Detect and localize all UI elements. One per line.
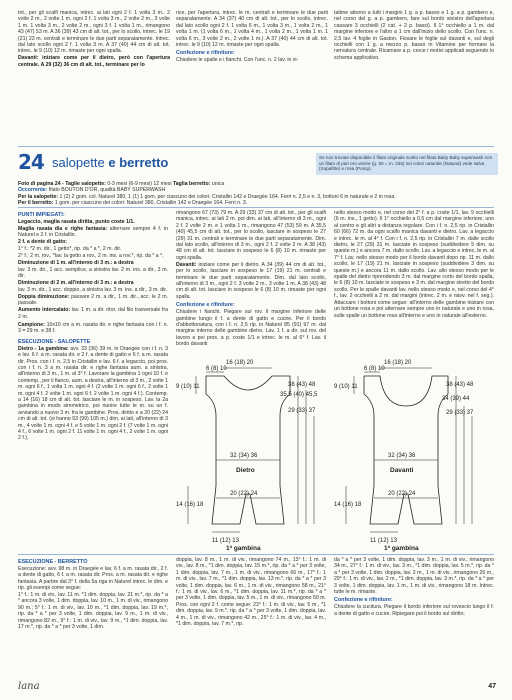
hat-column-2 [176, 557, 326, 675]
info-hat-label: Per il berretto: [18, 199, 55, 206]
dec-2: lav. 3 m. dir., 1 acc. doppio, a sinistra lav. 3 m. ins. a dir., 3 m. dir. [18, 286, 168, 293]
top-column-3 [334, 10, 494, 144]
middle-column [176, 210, 326, 348]
back-m10: 11 (12) 13 [212, 538, 239, 544]
back-m8: 20 (22) 24 [230, 491, 258, 497]
salopette-heading: ESECUZIONE - SALOPETTE [18, 338, 91, 345]
stitch-2-label: Maglia rasata dia e righe fantasia: [18, 225, 110, 232]
inc-label: Aumento intercalato: [18, 307, 72, 314]
hat-finishing-heading: Confezione e rifiniture: [334, 597, 393, 604]
hat-divider [18, 554, 494, 555]
pattern-title [52, 155, 168, 170]
dec-3: passare 2 m. a dir., 1 m. dir., acc. le 2 m. passate. [18, 293, 168, 307]
pattern-number: 24 [18, 150, 44, 174]
top-col3-text: tatime attorno a tutti i margini 1 g. a p. basso e 1 g. a p. gambero e, nel corso del g. a p. gambero, fare sul bordo sinistro dell'apertura causare 3 occhielli (2 cat. + 2 p. bassi). Il 1° occhiello a 1 m. dal margine inferiore e l'altro a 1 cm dall'inizio dello scollo. Con l'unc. n. 2,5 lav. 4 foglie in Gaston. Fissare le foglie sul davanti e, sul degli occhielli con 1 g. a mezzo p. basso in Vitamine per formare la nervatura centrale. Ricamare a p. croce i motivi applicati seguendo lo schema applicativo. [334, 10, 494, 61]
stitches-heading: PUNTI IMPIEGATI: [18, 212, 65, 218]
front-name: Davanti [390, 467, 414, 474]
top-col1-text-b: Davanti: iniziare come per il dietro, però con l'apertura centrale. A 29 (32) 36 cm di alt. tot., terminare per lo [18, 55, 170, 68]
front-m4: 38 (43) 48 [446, 382, 474, 388]
front-m9: 14 (16) 18 [334, 502, 362, 508]
back-m2: 6 (8) 10 [206, 366, 227, 372]
back-outline [206, 376, 290, 524]
top-col2-text: rice, per l'apertura, intrec. le m. centrali e terminare le due parti separatamente. A 34 (37) 40 cm di alt. tot., per lo scollo, intrec. dal lato scollo ogni 2 f. 1 volta 6 m., 1 volta 3 m., 1 volta 2 m., 1 volta 1 m. (1 volta 6 m., 1 volta 4 m., 1 volta 2 m., 1 volta 1 m. 1 volta 6 m., 3 volte 2 m., 2 volte 1 m.). A 37 (40) 44 cm di alt. tot. intrec. le 9 (10) 12 m. rimaste per ogni spalla. [176, 10, 328, 49]
top-col2-text-b: Chiudere le spalle e i fianchi. Con l'unc. n. 2 lav. in vi- [176, 57, 299, 64]
page-number: 47 [488, 683, 496, 690]
info-photo-label: Foto di pagina 24 - Taglie salopette: [18, 181, 108, 187]
front-m2: 6 (8) 10 [364, 366, 385, 372]
front-caption: 1ª gambina [384, 545, 419, 552]
stitch-3-label: 2 f. a dente di gatto: [18, 239, 67, 246]
top-column-2 [176, 10, 328, 144]
front-m6: 29 (33) 37 [446, 410, 474, 416]
dec-1: lav. 3 m. dir., 1 acc. semplice, a sinistra lav. 2 m. ins. a dir., 3 m. dir. [18, 266, 168, 280]
back-m5: 35,5 (40) 45,5 [280, 392, 318, 398]
info-hat: 1 gom. per ciascuno dei colori: Naturel 380, Cristallin 142 e Draegée 164. Ferri n. 3. [54, 199, 248, 206]
back-leg: avv. 33 (36) 39 m. in Draegée con i f. n. 3 e lav. 6 f. a m. rasata dir. e 2 f. a dente di gatto e 6 f. a m. rasata dir. Pros. con i f. n. 2,5 in Cristallin e lav. 6 f. a legaccio, poi pros. con i f. n. 3 a m. rasata dir. e righe fantasia aum. a sinistra, all'interno di 3 m., 1 m. al 3° f. Lavorare la gambina 1 ogni 10 f. e contemp., per il fianco, aum. a destra, all'interno di 3 m., 2 volte 1 m. ogni 6 f., 1 volta 1 m. ogni 4 f. (2 volte 1 m. ogni 6 f., 2 volte 1 m. ogni 4 f. 2 volte 1 m. ogni 6 f. 2 volte 1 m. ogni 4 f.). Contemp. a 14 (16) 18 cm di alt. tot. lasciare le m. in sospeso. Lav. la 2a gambina in modo simmetrico, poi riunire tutte le m. su un f. avviando a nuovo 3 m. fra le gambine. Pros. diritto e a 20 (22) 24 cm di alt. tot. (si hanno 93 (99) 105 m.) dim. ai lati, all'interno di 3 m., 4 volte 1 m. ogni 4 f. e 5 volte 1 m. ogni 2 f. (7 volte 1 m. ogni 4 f., 6 volte 1 m. ogni 2 f. 11 volte 1 m. ogni 4 f., 2 volte 1 m. ogni 2 f.), [18, 345, 168, 442]
front-label: Davanti: [176, 261, 199, 268]
stitch-1: Legaccio, maglia rasata diritta, punto coste 1/1. [18, 218, 135, 225]
info-hat-size-label: Taglia berretto: [173, 181, 212, 187]
info-divider [18, 207, 494, 208]
back-leg-label: Dietro - 1a gambina: [18, 345, 71, 352]
hat-text-2: doppia, lav. 8 m., 1 m. di viv., rimangono 74 m., 13° f.: 1 m. di viv., lav. 8 m., *1 dim. doppia, lav. 15 m.*, rip. da * a * per 3 volte, 1 dim. doppia, lav. 7 m., 1 m. di viv., rimangono 66 m., 17° f.: 1 m. di viv., lav. 7 m., *1 dim. doppia, lav. 13 m.*, rip. da * a * per 3 volte, 1 dim. doppia, lav. 6 m., 1 m. di viv., rimangono 58 m., 21° f.: 1 m. di viv., lav. 6 m., *1 dim. doppia, lav. 11 m.*, rip. da * a * per 3 volte, 1 dim. doppia, lav. 5 m., 1 m. di viv., rimangono 50 m. Pros. con ogni 2 f. come segue: 23° f.: 1 m. di viv., lav. 5 m., *1 dim. doppia, lav. 9 m.*, rip. da * a * per 3 volte, 1 dim. doppia, lav. 4 m., 1 m. di viv., rimangono 42 m., 25° f.: 1 m. di viv., lav. 4 m., *1 dim. doppia, lav. 7 m.*, rip. [176, 557, 326, 628]
info-salopette-label: Per la salopette: [18, 193, 60, 200]
front-m7: 32 (34) 36 [388, 453, 416, 459]
front-m1: 16 (18) 20 [384, 360, 412, 366]
finishing-heading: Confezione e rifiniture: [176, 302, 235, 309]
pattern-title-a: salopette [52, 155, 109, 170]
yarn-note-box: Se non trovate disponibile il filato originale scelto nel filato Baby Baby superwash con un filato di pari oro venire (g. 50 = m. 235) nei colori naturale (Natural) vede salva (Sopafitte) e rosa (Pomp). [316, 153, 498, 175]
hat-finishing-text: Chiudere la cucitura. Piegare il bordo inferiore sul rovescio lungo il f. a dente di gatto e cucire. Ripiegare poi il bordo sul diritto. [334, 604, 494, 617]
gauge: 10x10 cm a m. rasata dir. e righe fantasia con i f. n. 3 = 29 m. e 38 f. [18, 322, 168, 335]
top-divider [18, 146, 494, 147]
right-column [334, 210, 494, 342]
stitch-2: alternare sempre 4 f. in Naturel e 2 f. in Cristallin. [18, 225, 168, 239]
magazine-logo: lana [18, 681, 40, 692]
back-m7: 32 (34) 36 [230, 453, 258, 459]
inc: lav. 1 m. a dir. ritor. dal filo trasversale fra 2 m. [18, 307, 168, 320]
info-materials: filato BOUTON D'OR, qualità BABY SUPERWASH [48, 187, 166, 194]
dec-2-label: Diminuzione di 2 m. all'interno di 3 m.: a destra [18, 280, 134, 287]
left-column [18, 210, 168, 552]
front-outline [364, 376, 448, 524]
right-text: nello stesso modo e, nel corso del 2° f. a p. coste 1/1, lav. 9 occhielli (6 m. ins., 1 getto). Il 1° occhiello a 0,5 cm dal margine inferiore, uno al centro e gli altri a distanza regolare. Con i f. n. 2,5 rip. in Cristallin 60 (66) 72 m. da ogni scalfo manica davanti e dietro. Lav. a legaccio e intrec. le m. al 4° f. Con i f. n. 2,5 rip. in Cristallin 7 m. dalle scollo dietro, le 27 (29) 31 m. lasciate in sospeso (suddividere 5 dim. su queste m.) e ancora 7 m. dallo scollo. Lav. a legaccio e intrec. le m. al 7° f. Lav. nello stesso modo per il bordo davanti dopo rip. 11 m. dallo scollo, le 17 (19) 21 m. lasciate in sospeso (suddividere 3 dim. su queste m.) e ancora 11 m. dallo scollo. Lav. allo stesso modo per le spalle del dietro riprendendo 3 m. dal margine corto del bordo spalla, le 6 (8) 10 m. lasciate in sospeso e 3 m. dal margine stretto del bordo scollo. Per le spalle davanti lav. nello stesso modo e, nel corso del 4° f., lav. 2 occhielli a 2 m. dal margini (intrec. 2 m. e riavv. nel f. seg.). Attaccare i bottoni come segue: all'interno delle gambine iniziare con un bottone rosa e poi alternare sempre uno in naturale e uno in rosa, sulle spalle un bottone rosa all'interno e uno in naturale all'esterno. [334, 210, 494, 319]
stitch-3-row1: 1° f.: *2 m. dir., 1 getto*, rip. da * a *, 2 m. dir. [18, 246, 122, 253]
front-m8: 20 (22) 24 [388, 491, 416, 497]
front-m3: 9 (10) 11 [334, 384, 358, 390]
diagram-back [176, 346, 326, 552]
hat-text-1: Esecuzione: avv. 98 m. in Draegée e lav. 6 f. a m. rasata dir., 2 f. a dente di gatto, 6 f. a m. rasata dir. Pros. a m. rasata dir. e righe fantasia. A partire dal 3° f. della 5a riga in Naturel intrec. le dim. e rip. gli esempi come segue: [18, 565, 168, 592]
dec-3-label: Doppia diminuzione: [18, 293, 72, 300]
diagram-front [334, 346, 494, 552]
hat-text-1b: 1° f.: 1 m. di viv., lav. 11 m. *1 dim. doppia, lav. 21 m.*, rip. da * a * ancora 3 volte, 1 dim. doppia, lav. 10 m., 1 m. di viv., rimangono 90 m.; 5° f.: 1 m. di viv., lav. 10 m., *1 dim. doppia, lav. 19 m.*, rip. da * a * per 3 volte, 1 dim. doppia, lav. 9 m., 1 m. di viv., rimangono 82 m., 9° f.: 1 m. di viv., lav. 9 m., *1 dim. doppia, lav. 17 m.*, rip. da * a * per 3 volte, 1 dim. [18, 592, 168, 631]
back-name: Dietro [236, 467, 255, 474]
front-text: iniziare come per il dietro. A 34 (39) 44 cm di alt. tot., per lo scollo, lasciare in sospeso le 17 (19) 21 m. centrali e terminare le due parti separatamente. Dim. dal lato scollo, all'interno di 3 m., ogni 2 f. 3 volte 2 m., 3 volte 1 m. A 38 (43) 48 cm di alt. tot. lasciare in sospeso le 6 (8) 10 m. rimaste per ogni spalla. [176, 261, 326, 300]
materials-info [18, 181, 494, 206]
top-column-1 [18, 10, 170, 144]
info-sizes: 0-3 mesi (6-9 mesi) 12 mesi [107, 181, 173, 187]
back-m1: 16 (18) 20 [226, 360, 254, 366]
gauge-label: Campione: [18, 322, 47, 328]
pattern-title-b: e berretto [108, 155, 169, 170]
info-materials-label: Occorrente: [18, 187, 49, 194]
back-m4: 38 (43) 48 [288, 382, 316, 388]
info-salopette: 1 (2) 2 gom. col. Naturel 380, 1 (1) 1 gom. per ciascuno dei colori: Cristallin 142 e Draegée 164. Ferri n. 2,5 e n. 3, bottoni 6 in naturale e 2 in rosa. [59, 193, 396, 200]
stitch-3-row2: 2° f.: 2 m. rov., *lav. la getto a rov., 2 m. ins. a rov.*, rip. da * a *. [18, 252, 164, 259]
info-hat-size: unica [211, 181, 225, 187]
hat-heading: ESECUZIONE - BERRETTO [18, 559, 88, 565]
dec-1-label: Diminuzione di 1 m. all'interno di 3 m.: a destra [18, 259, 134, 266]
mid-text-1: rimangono 67 (73) 79 m. A 29 (33) 37 cm di alt. tot., per gli scalfi manica, intrec. ai lati 2 m. poi dim. ai lati, all'interno di 3 m., ogni 2 f. 2 volte 2 m. e 1 volta 1 m., rimangono 47 (53) 59 m. A 35,5 (40) 45,5 cm di alt. tot., per lo scollo, lasciare in sospeso le 27 (29) 31 m. centrali e terminare le due parti separatamente. Dim. dal lato scollo, all'interno di 3 m., ogni 2 f. 2 volte 2 m. A 38 (43) 48 cm di alt. tot. lasciare in sospeso le 6 (8) 10 m. rimaste per ogni spalla. [176, 210, 326, 261]
hat-column-1 [18, 557, 168, 675]
finishing-text: Chiudere i fianchi. Piegare sul rov. il margine inferiore delle gambine lungo il f. a dente di gatto e cucire. Per il bordo d'abbottonatura, con i f. n. 2,5 rip. in Naturel 85 (91) 97 m. dal margine interno delle gambine dietro. Lav. 1 f. a dir. sul rov. del lavoro e poi pros. a p. coste 1/1 e intrec. le m. al 6° f. Lav. il bordo davanti [176, 309, 326, 348]
top-col2-heading: Confezione e rifiniture: [176, 50, 235, 57]
front-m10: 11 (12) 13 [370, 538, 397, 544]
back-m9: 14 (16) 18 [176, 502, 204, 508]
front-m5: 34 (39) 44 [442, 396, 470, 402]
top-col1-text: tot., per gli scalfi manica, intrec. ai lati ogni 2 f. 1 volta 3 m., 2 volte 2 m., 2 volte 1 m. ogni 2 f. 1 volta 3 m., 2 volte 2 m., 3 volte 1 m. 1 volta 3 m., 2 volte 2 m., ogni 3 f. 1 volta 1 m., rimangono 43 (47) 53 m. A 36 (39) 43 cm di alt. tot., per lo scollo, intrec. le 19 (21) 23 m. centrali e terminare le due parti separatamente. Intrec. dal lato scollo ogni 2 f. 1 volta 3 m. A 37 (40) 44 cm di alt. tot. intrec. le 9 (10) 12 m. rimaste per ogni spalla. [18, 10, 170, 55]
back-m3: 9 (10) 11 [176, 384, 200, 390]
back-m6: 29 (33) 37 [288, 408, 316, 414]
hat-column-3 [334, 557, 494, 675]
hat-text-3: da * a * per 3 volte, 1 dim. doppia, lav. 3 m., 1 m. di viv., rimangono 34 m., 27° f.: 1 m. di viv., lav. 3 m., *1 dim. doppia, lav. 5 m.*, rip. da * a * per 3 volte, 1 dim. doppia, lav. 2 m., 1 m. di viv., rimangono 26 m., 29° f.: 1 m. di viv., lav. 2 m., *1 dim. doppia, lav. 3 m.*, rip. da * a * per 3 volte, 1 dim. doppia, lav. 1 m., 1 m. di viv., rimangono 18 m. Intrec. tutte le m. rimaste. [334, 557, 494, 596]
back-caption: 1ª gambina [226, 545, 261, 552]
